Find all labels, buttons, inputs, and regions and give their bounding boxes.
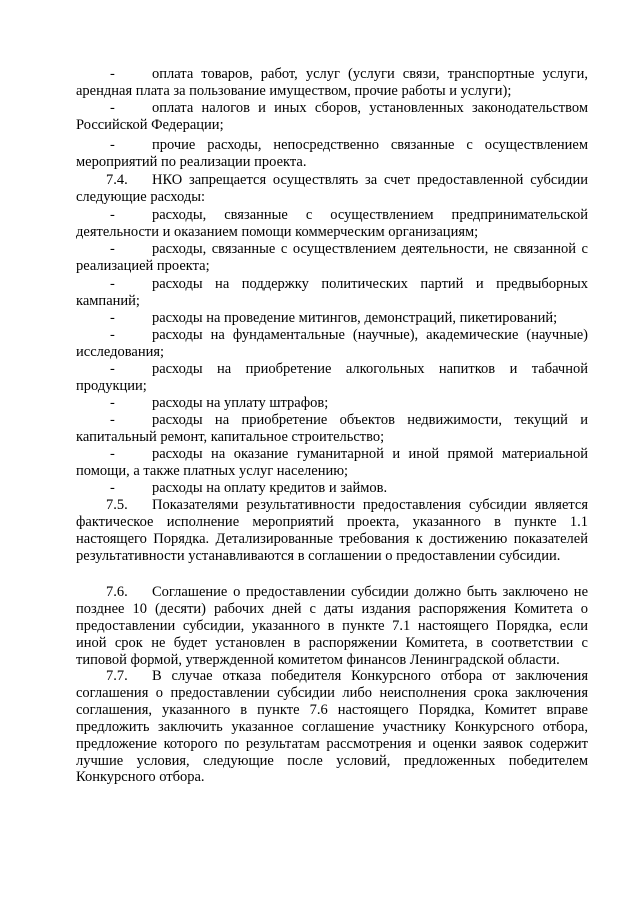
list-item <box>76 100 588 134</box>
list-marker: - <box>110 310 115 326</box>
list-marker: - <box>110 480 115 496</box>
list-marker: - <box>110 100 115 116</box>
list-marker: - <box>110 276 115 292</box>
paragraph-text: Соглашение о предоставлении субсидии должно быть заключено не позднее 10 (десяти) рабочих дней с даты издания распоряжения Комитета о предоставлении субсидии, указанного в пункте 7.1 настоящего Порядка, если иной срок не будет установлен в распоряжении Комитета, в соответствии с типовой формой, утвержденной комитетом финансов Ленинградской области. <box>76 584 588 668</box>
list-item-text: расходы на оказание гуманитарной и иной прямой материальной помощи, а также платных услуг населению; <box>76 446 588 479</box>
list-marker: - <box>110 241 115 257</box>
list-item-text: расходы, связанные с осуществлением предпринимательской деятельности и оказанием помощи коммерческим организациям; <box>76 207 588 240</box>
list-item-text: оплата товаров, работ, услуг (услуги связи, транспортные услуги, арендная плата за пользование имуществом, прочие работы и услуги); <box>76 66 588 99</box>
list-item <box>76 276 588 310</box>
list-item <box>76 241 588 275</box>
list-item-text: расходы на приобретение алкогольных напитков и табачной продукции; <box>76 361 588 394</box>
list-item-text: расходы на уплату штрафов; <box>152 395 329 411</box>
paragraph-number: 7.4. <box>106 172 128 188</box>
list-item-text: расходы, связанные с осуществлением деятельности, не связанной с реализацией проекта; <box>76 241 588 274</box>
paragraph-number: 7.5. <box>106 497 128 513</box>
paragraph-number: 7.7. <box>106 668 128 684</box>
list-marker: - <box>110 207 115 223</box>
list-marker: - <box>110 66 115 82</box>
numbered-paragraph <box>76 497 588 565</box>
list-item-text: расходы на фундаментальные (научные), академические (научные) исследования; <box>76 327 588 360</box>
list-item <box>76 395 588 412</box>
list-item <box>76 446 588 480</box>
list-item-text: расходы на проведение митингов, демонстраций, пикетирований; <box>152 310 558 326</box>
list-item <box>76 137 588 171</box>
list-item <box>76 480 588 497</box>
list-marker: - <box>110 395 115 411</box>
list-marker: - <box>110 327 115 343</box>
numbered-paragraph <box>76 584 588 669</box>
numbered-paragraph <box>76 668 588 786</box>
list-item <box>76 310 588 327</box>
list-marker: - <box>110 446 115 462</box>
list-marker: - <box>110 137 115 153</box>
list-item <box>76 361 588 395</box>
list-marker: - <box>110 361 115 377</box>
list-item <box>76 66 588 100</box>
list-item <box>76 412 588 446</box>
numbered-paragraph <box>76 172 588 206</box>
paragraph-number: 7.6. <box>106 584 128 600</box>
paragraph-text: Показателями результативности предоставления субсидии является фактическое исполнение мероприятий проекта, указанного в пункте 1.1 настоящего Порядка. Детализированные требования к достижению показателей результативности устанавливаются в соглашении о предоставлении субсидии. <box>76 497 588 564</box>
list-item-text: расходы на поддержку политических партий и предвыборных кампаний; <box>76 276 588 309</box>
list-item <box>76 207 588 241</box>
list-item-text: расходы на приобретение объектов недвижимости, текущий и капитальный ремонт, капитальное строительство; <box>76 412 588 445</box>
paragraph-text: В случае отказа победителя Конкурсного отбора от заключения соглашения о предоставлении субсидии либо неисполнения срока заключения соглашения, указанного в пункте 7.6 настоящего Порядка, Комитет вправе предложить заключить указанное соглашение участнику Конкурсного отбора, предложение которого по результатам рассмотрения и оценки заявок содержит лучшие условия, следующие после условий, предложенных победителем Конкурсного отбора. <box>76 668 588 786</box>
list-item-text: оплата налогов и иных сборов, установленных законодательством Российской Федерации; <box>76 100 588 133</box>
list-item-text: расходы на оплату кредитов и займов. <box>152 480 388 496</box>
list-item <box>76 327 588 361</box>
paragraph-text: НКО запрещается осуществлять за счет предоставленной субсидии следующие расходы: <box>76 172 588 205</box>
list-marker: - <box>110 412 115 428</box>
list-item-text: прочие расходы, непосредственно связанные с осуществлением мероприятий по реализации проекта. <box>76 137 588 170</box>
